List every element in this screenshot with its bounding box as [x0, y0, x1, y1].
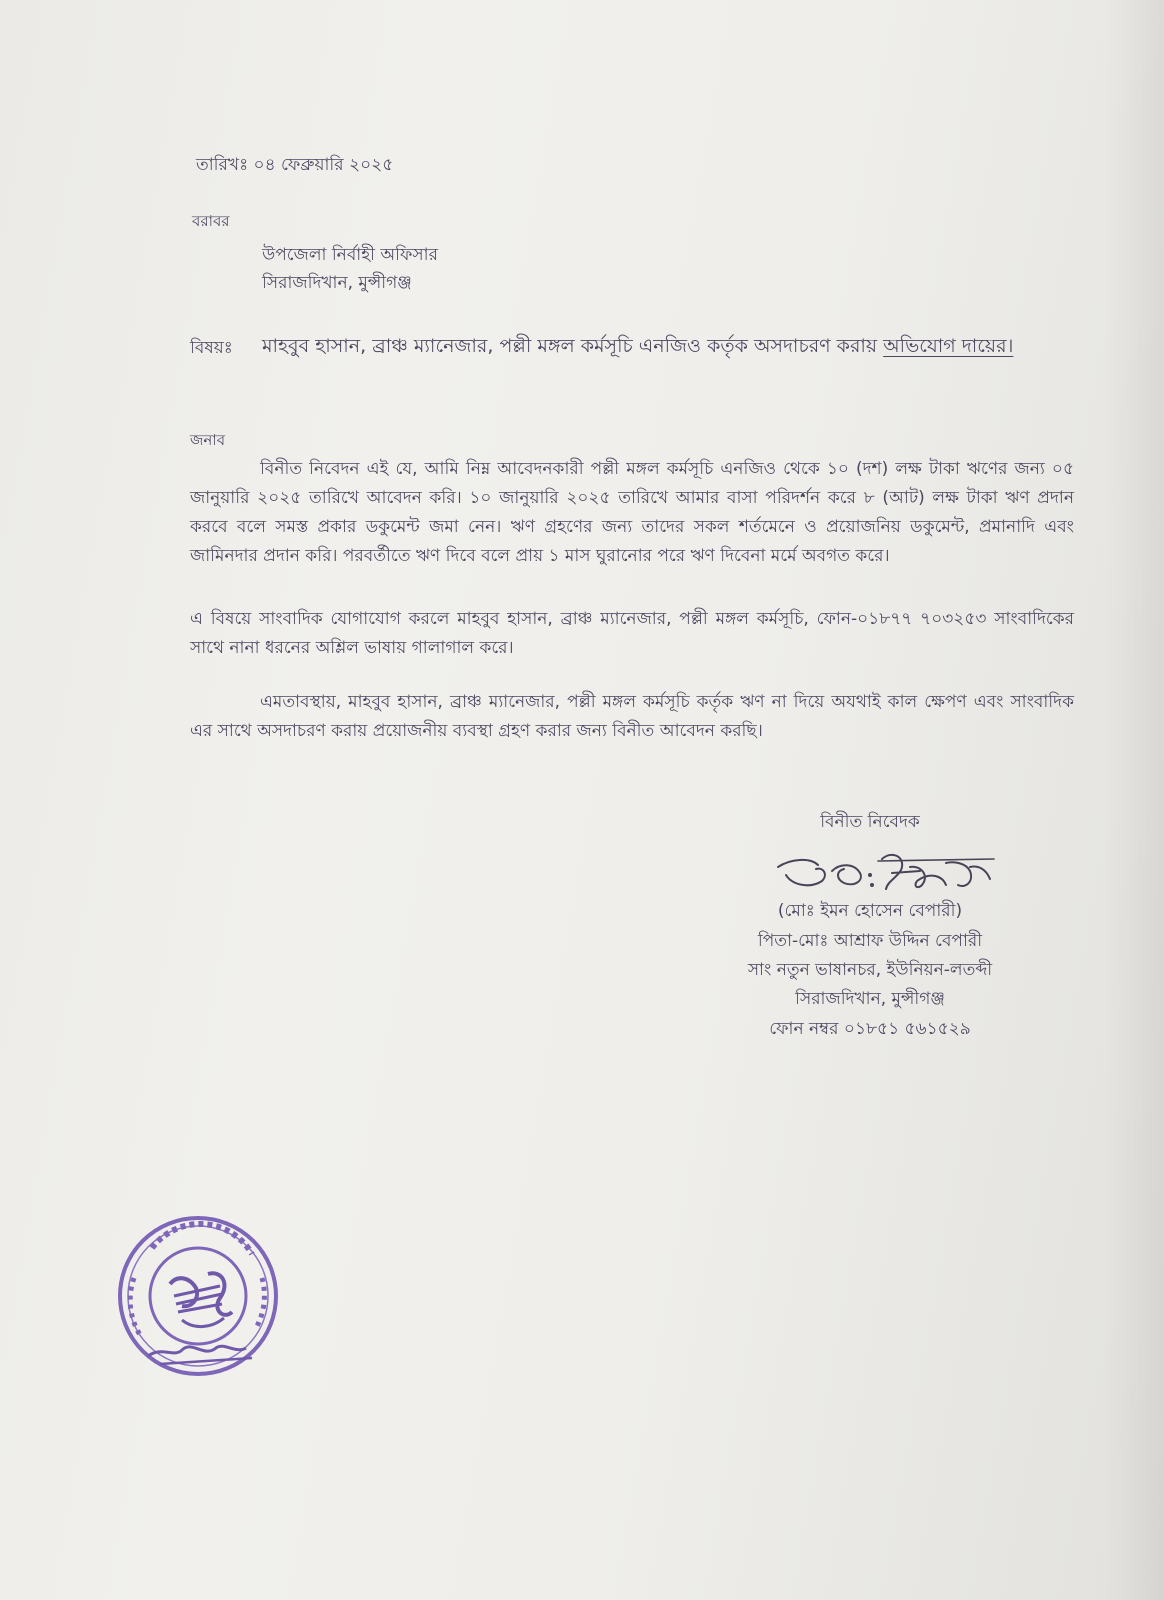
closing-label: বিনীত নিবেদক [820, 812, 920, 832]
subject-label: বিষয়ঃ [190, 338, 233, 358]
letter-date: তারিখঃ ০৪ ফেব্রুয়ারি ২০২৫ [196, 155, 394, 175]
sender-father: পিতা-মোঃ আশ্রাফ উদ্দিন বেপারী [757, 931, 983, 951]
handwritten-signature [770, 845, 1000, 905]
sender-village: সাং নতুন ভাষানচর, ইউনিয়ন-লতব্দী [747, 960, 993, 980]
subject-text: মাহবুব হাসান, ব্রাঞ্চ ম্যানেজার, পল্লী মঙ্গল কর্মসূচি এনজিও কর্তৃক অসদাচরণ করায় [262, 335, 878, 357]
paragraph-2: এ বিষয়ে সাংবাদিক যোগাযোগ করলে মাহবুব হাসান, ব্রাঞ্চ ম্যানেজার, পল্লী মঙ্গল কর্মসূচি, ফোন-০১৮৭৭ ৭০৩২৫৩ সাংবাদিকের সাথে নানা ধরনের অশ্লিল ভাষায় গালাগাল করে। [190, 609, 1074, 658]
subject-text-underlined: অভিযোগ দায়ের। [883, 335, 1014, 357]
sender-phone: ফোন নম্বর ০১৮৫১ ৫৬১৫২৯ [769, 1019, 971, 1039]
salutation: জনাব [190, 431, 226, 449]
paragraph-3: এমতাবস্থায়, মাহবুব হাসান, ব্রাঞ্চ ম্যানেজার, পল্লী মঙ্গল কর্মসূচি কর্তৃক ঋণ না দিয়ে অযথাই কাল ক্ষেপণ এবং সাংবাদিক এর সাথে অসদাচরণ করায় প্রয়োজনীয় ব্যবস্থা গ্রহণ করার জন্য বিনীত আবেদন করছি। [190, 692, 1074, 741]
recipient-location: সিরাজদিখান, মুন্সীগঞ্জ [262, 273, 412, 293]
rubber-stamp-seal [112, 1208, 292, 1388]
sender-upazila: সিরাজদিখান, মুন্সীগঞ্জ [795, 989, 945, 1009]
to-label: বরাবর [192, 212, 230, 230]
recipient-title: উপজেলা নির্বাহী অফিসার [262, 245, 438, 265]
sender-name: (মোঃ ইমন হোসেন বেপারী) [777, 901, 963, 921]
page-edge-shadow [1104, 0, 1164, 1600]
paragraph-1: বিনীত নিবেদন এই যে, আমি নিম্ন আবেদনকারী পল্লী মঙ্গল কর্মসূচি এনজিও থেকে ১০ (দশ) লক্ষ টাকা ঋণের জন্য ০৫ জানুয়ারি ২০২৫ তারিখে আবেদন করি। ১০ জানুয়ারি ২০২৫ তারিখে আমার বাসা পরিদর্শন করে ৮ (আট) লক্ষ টাকা ঋণ প্রদান করবে বলে সমস্ত প্রকার ডকুমেন্ট জমা নেন। ঋণ গ্রহণের জন্য তাদের সকল শর্তমেনে ও প্রয়োজনিয় ডকুমেন্ট, প্রমানাদি এবং জামিনদার প্রদান করি। পরবর্তীতে ঋণ দিবে বলে প্রায় ১ মাস ঘুরানোর পরে ঋণ দিবেনা মর্মে অবগত করে। [190, 459, 1074, 566]
subject-line [262, 330, 1080, 362]
